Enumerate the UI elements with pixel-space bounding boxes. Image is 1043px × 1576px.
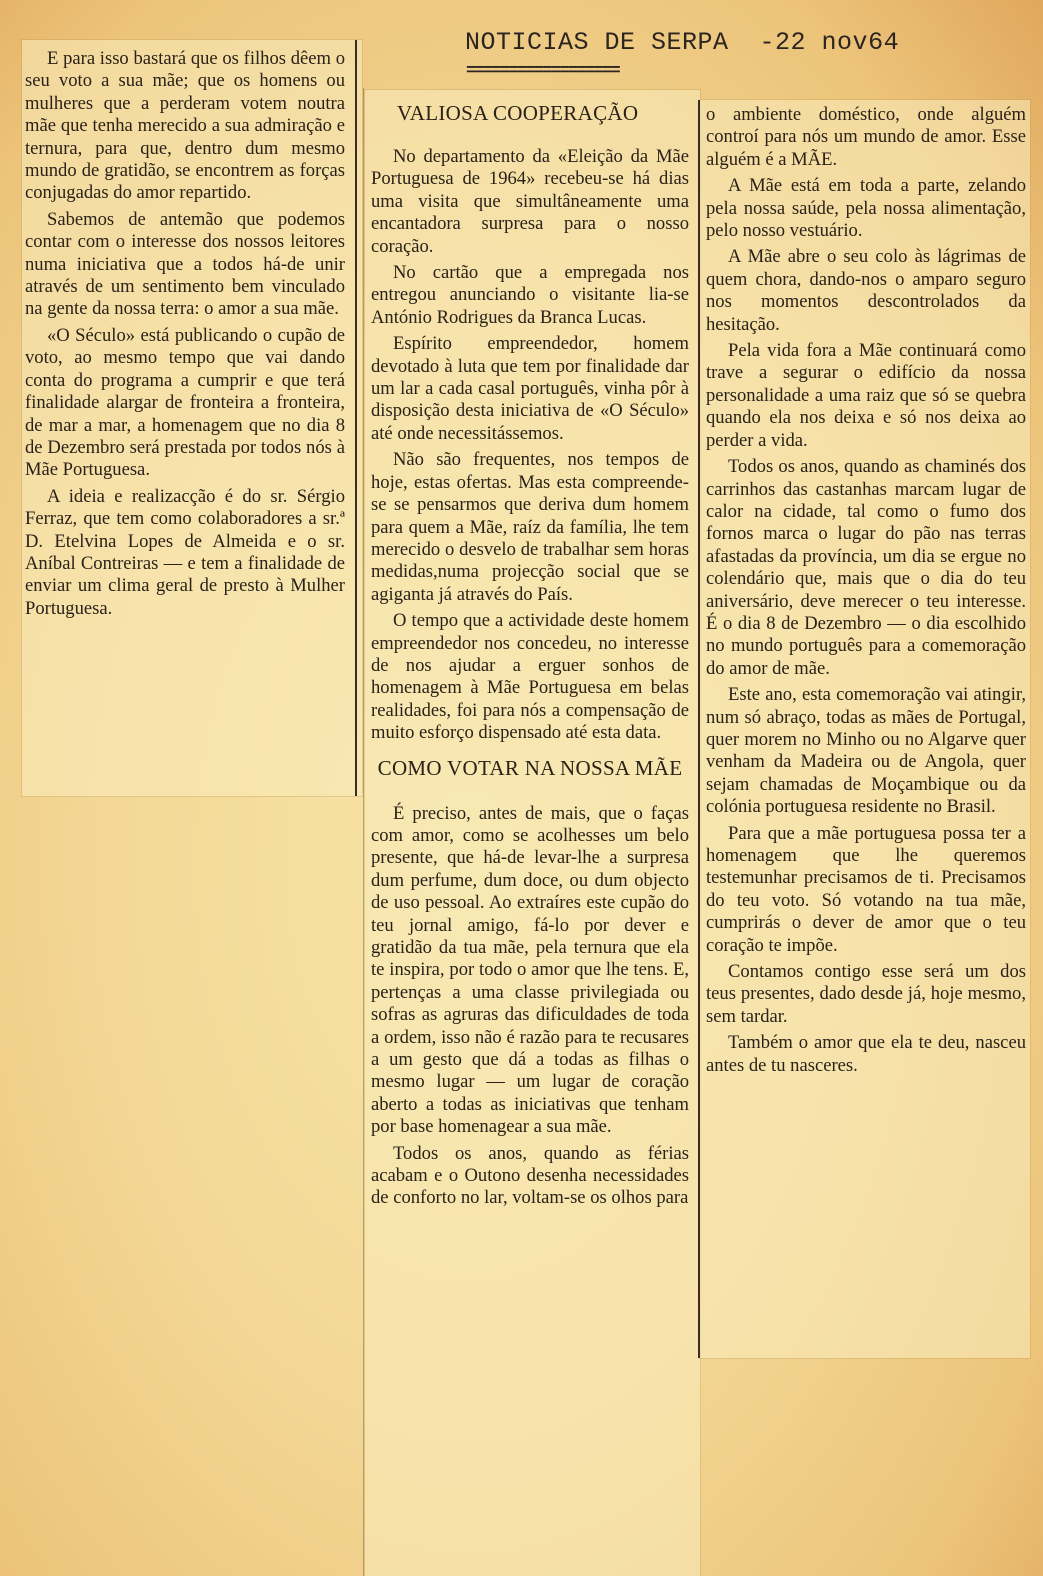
- paragraph: É preciso, antes de mais, que o faças com amor, como se acolhesses um belo presente, que há-de levar-lhe a surpresa dum perfume, dum doce, ou dum objecto de uso pessoal. Ao extraíres este cupão do teu jornal amigo, fá-lo por dever e gratidão da tua mãe, pela ternura que ela te inspira, por todo o amor que lhe tens. E, pertenças a uma classe privilegiada ou sofras as agruras das dificuldades de toda a ordem, isso não é razão para te recusares a um gesto que dá a todas as filhas o mesmo lugar — um lugar de coração aberto a todas as iniciativas que tenham por base homenagear a sua mãe.: [371, 802, 689, 1138]
- paragraph: No departamento da «Eleição da Mãe Portuguesa de 1964» recebeu-se há dias uma visita que simultâneamente uma encantadora surpresa para o nosso coração.: [371, 146, 689, 257]
- paragraph: Pela vida fora a Mãe continuará como trave a segurar o edifício da nossa personalidade a uma raiz que só se quebra quando ela nos deixa e só nos deixa ao perder a vida.: [706, 340, 1026, 451]
- paragraph: Espírito empreendedor, homem devotado à luta que tem por finalidade dar um lar a cada casal português, vinha pôr à disposição desta iniciativa de «O Século» até onde necessitássemos.: [371, 333, 689, 444]
- paragraph: o ambiente doméstico, onde alguém controí para nós um mundo de amor. Esse alguém é a MÃE.: [706, 104, 1026, 170]
- headline-valiosa-cooperacao: VALIOSA COOPERAÇÃO: [397, 101, 639, 125]
- paragraph: «O Século» está publicando o cupão de voto, ao mesmo tempo que vai dando conta do programa a cumprir e que terá finalidade alargar de fronteira a fronteira, de mar a mar, a homenagem que no dia 8 de Dezembro será prestada por todos nós à Mãe Portuguesa.: [25, 324, 345, 481]
- headline-como-votar: COMO VOTAR NA NOSSA MÃE: [377, 755, 683, 780]
- paragraph: A Mãe está em toda a parte, zelando pela nossa saúde, pela nossa alimentação, pelo nosso vestuário.: [706, 175, 1026, 242]
- column-rule-left: [355, 40, 357, 796]
- paragraph: Contamos contigo esse será um dos teus presentes, dado desde já, hoje mesmo, sem tardar.: [706, 961, 1026, 1027]
- paragraph: No cartão que a empregada nos entregou anunciando o visitante lia-se António Rodrigues da Branca Lucas.: [371, 262, 689, 328]
- paragraph: Todos os anos, quando as férias acabam e o Outono desenha necessidades de conforto no lar, voltam-se os olhos para: [371, 1142, 689, 1209]
- paragraph: E para isso bastará que os filhos dêem o seu voto a sua mãe; que os homens ou mulheres que a perderam votem noutra mãe que tenha merecido a sua admiração e ternura, para que, dentro dum mesmo mundo de gratidão, se encontrem as forças conjugadas do amor repartido.: [25, 48, 345, 204]
- article-column-middle: [371, 100, 689, 1214]
- article-column-left: [25, 48, 345, 624]
- paragraph: A ideia e realizacção é do sr. Sérgio Ferraz, que tem como colaboradores a sr.ª D. Etelvina Lopes de Almeida e o sr. Aníbal Contreiras — e tem a finalidade de enviar um clima geral de presto à Mulher Portuguesa.: [25, 485, 345, 619]
- paragraph: A Mãe abre o seu colo às lágrimas de quem chora, dando-nos o amparo seguro nos momentos descontrolados da hesitação.: [706, 246, 1026, 335]
- paragraph: Para que a mãe portuguesa possa ter a homenagem que lhe queremos testemunhar precisamos de ti. Precisamos do teu voto. Só votando na tua mãe, cumprirás o dever de amor que o teu coração te impõe.: [706, 822, 1026, 956]
- paragraph: O tempo que a actividade deste homem empreendedor nos concedeu, no interesse de nos ajudar a erguer sonhos de homenagem à Mãe Portuguesa em belas realidades, foi para nós a compensação de muito esforço dispensado até esta data.: [371, 610, 689, 744]
- page-header-typewritten: NOTICIAS DE SERPA -22 nov64: [465, 28, 900, 57]
- column-rule-right: [698, 100, 700, 1358]
- header-underline: ==================: [466, 62, 620, 81]
- article-column-right: [706, 104, 1026, 1081]
- paragraph: Todos os anos, quando as chaminés dos carrinhos das castanhas marcam lugar de calor na cidade, tal como o fumo dos fornos marca o lugar do pão nas terras afastadas da província, um dia se ergue no colendário que, mais que o dia do teu aniversário, deve merecer o teu interesse. É o dia 8 de Dezembro — o dia escolhido no mundo português para a comemoração do amor de mãe.: [706, 456, 1026, 679]
- paragraph: Este ano, esta comemoração vai atingir, num só abraço, todas as mães de Portugal, quer morem no Minho ou no Algarve quer venham da Madeira ou de Angola, quer sejam chamadas de Moçambique ou da colónia portuguesa residente no Brasil.: [706, 684, 1026, 818]
- column-rule-middle: [363, 88, 364, 1576]
- paragraph: Também o amor que ela te deu, nasceu antes de tu nasceres.: [706, 1032, 1026, 1076]
- paragraph: Sabemos de antemão que podemos contar com o interesse dos nossos leitores numa iniciativa que a todos há-de unir através de um sentimento bem vinculado na gente da nossa terra: o amor a sua mãe.: [25, 208, 345, 320]
- paragraph: Não são frequentes, nos tempos de hoje, estas ofertas. Mas esta compreende-se se pensarmos que deriva dum homem para quem a Mãe, raíz da família, lhe tem merecido o desvelo de trabalhar sem horas medidas,numa projecção social que se agiganta já através do País.: [371, 449, 689, 605]
